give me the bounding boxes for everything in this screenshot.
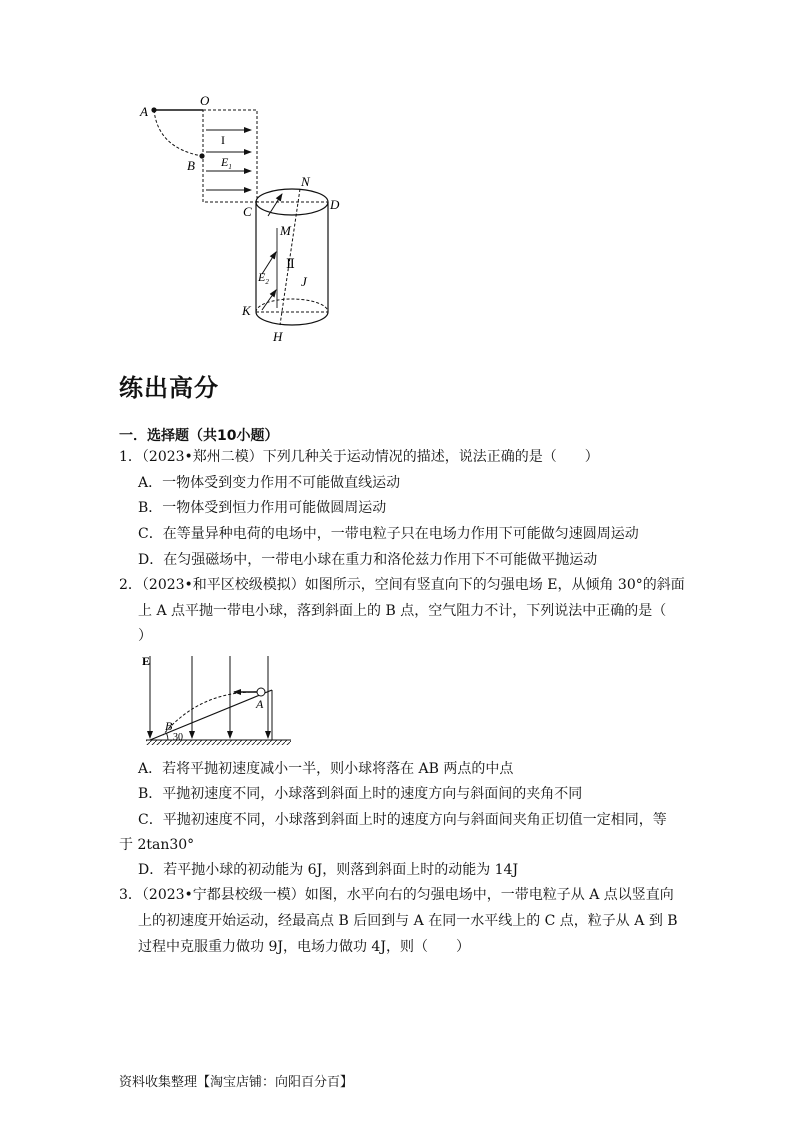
q2-stem-line-3: ） [138, 628, 152, 644]
angle-label: 30 [173, 732, 183, 743]
q2-option-c-line-2: 于 2tan30° [119, 837, 195, 853]
arc-ab [154, 110, 202, 156]
label-o: O [200, 93, 210, 108]
label-b: B [187, 158, 195, 173]
label-b: B [165, 719, 173, 733]
region-2-label: Ⅱ [286, 256, 295, 271]
point-b [199, 153, 204, 158]
field-2-label: $E_2$ [258, 270, 269, 286]
field-1-label: $E_1$ [221, 155, 232, 171]
q3-line-1: 3．（2023•宁都县校级一模）如图，水平向右的匀强电场中，一带电粒子从 A 点以竖直向 [119, 887, 674, 903]
label-h: H [273, 329, 283, 344]
figure-field-cylinder [130, 88, 350, 350]
cylinder-bottom-back [256, 299, 328, 312]
q2-option-b: B．平抛初速度不同，小球落到斜面上时的速度方向与斜面间的夹角不同 [138, 786, 583, 802]
q3-line-3: 过程中克服重力做功 9J，电场力做功 4J，则（ ） [138, 939, 470, 955]
region-1-label: I [221, 133, 225, 147]
q2-stem-line-1: 2．（2023•和平区校级模拟）如图所示，空间有竖直向下的匀强电场 E，从倾角 30°的斜面 [119, 577, 685, 593]
q2-option-c-line-1: C．平抛初速度不同，小球落到斜面上时的速度方向与斜面间夹角正切值一定相同，等 [138, 812, 667, 828]
label-k: K [242, 303, 251, 318]
cylinder-bottom-front [256, 312, 328, 325]
label-n: N [301, 174, 310, 189]
label-c: C [243, 204, 252, 219]
q1-option-d: D．在匀强磁场中，一带电小球在重力和洛伦兹力作用下不可能做平抛运动 [138, 552, 598, 568]
q2-option-d: D．若平抛小球的初动能为 6J，则落到斜面上时的动能为 14J [138, 862, 519, 878]
ground-hatch [146, 740, 291, 745]
q1-stem: 1．（2023•郑州二模）下列几种关于运动情况的描述，说法正确的是（ ） [119, 449, 599, 465]
field-line-e2 [268, 194, 282, 216]
q2-stem-line-2: 上 A 点平抛一带电小球，落到斜面上的 B 点，空气阻力不计，下列说法中正确的是（ [138, 603, 667, 619]
label-a: A [140, 104, 148, 119]
label-j: J [301, 274, 307, 289]
footer-note: 资料收集整理【淘宝店铺：向阳百分百】 [119, 1075, 354, 1090]
field-line-e2 [262, 290, 276, 310]
label-a: A [256, 697, 264, 711]
label-m: M [280, 223, 291, 238]
q1-option-b: B．一物体受到恒力作用可能做圆周运动 [138, 500, 387, 516]
region-1-border [203, 110, 257, 202]
label-d: D [330, 197, 340, 212]
figure-incline-field [140, 652, 296, 746]
ball [257, 688, 265, 696]
label-e: E [142, 654, 151, 668]
section-title: 练出高分 [119, 374, 219, 402]
q1-option-a: A．一物体受到变力作用不可能做直线运动 [138, 475, 401, 491]
q1-option-c: C．在等量异种电荷的电场中，一带电粒子只在电场力作用下可能做匀速圆周运动 [138, 526, 639, 542]
part-title: 一．选择题（共10小题） [119, 428, 279, 444]
q2-option-a: A．若将平抛初速度减小一半，则小球将落在 AB 两点的中点 [138, 761, 514, 777]
q3-line-2: 上的初速度开始运动，经最高点 B 后回到与 A 在同一水平线上的 C 点，粒子从 A 到 B [138, 913, 678, 929]
angle-arc [167, 733, 168, 740]
